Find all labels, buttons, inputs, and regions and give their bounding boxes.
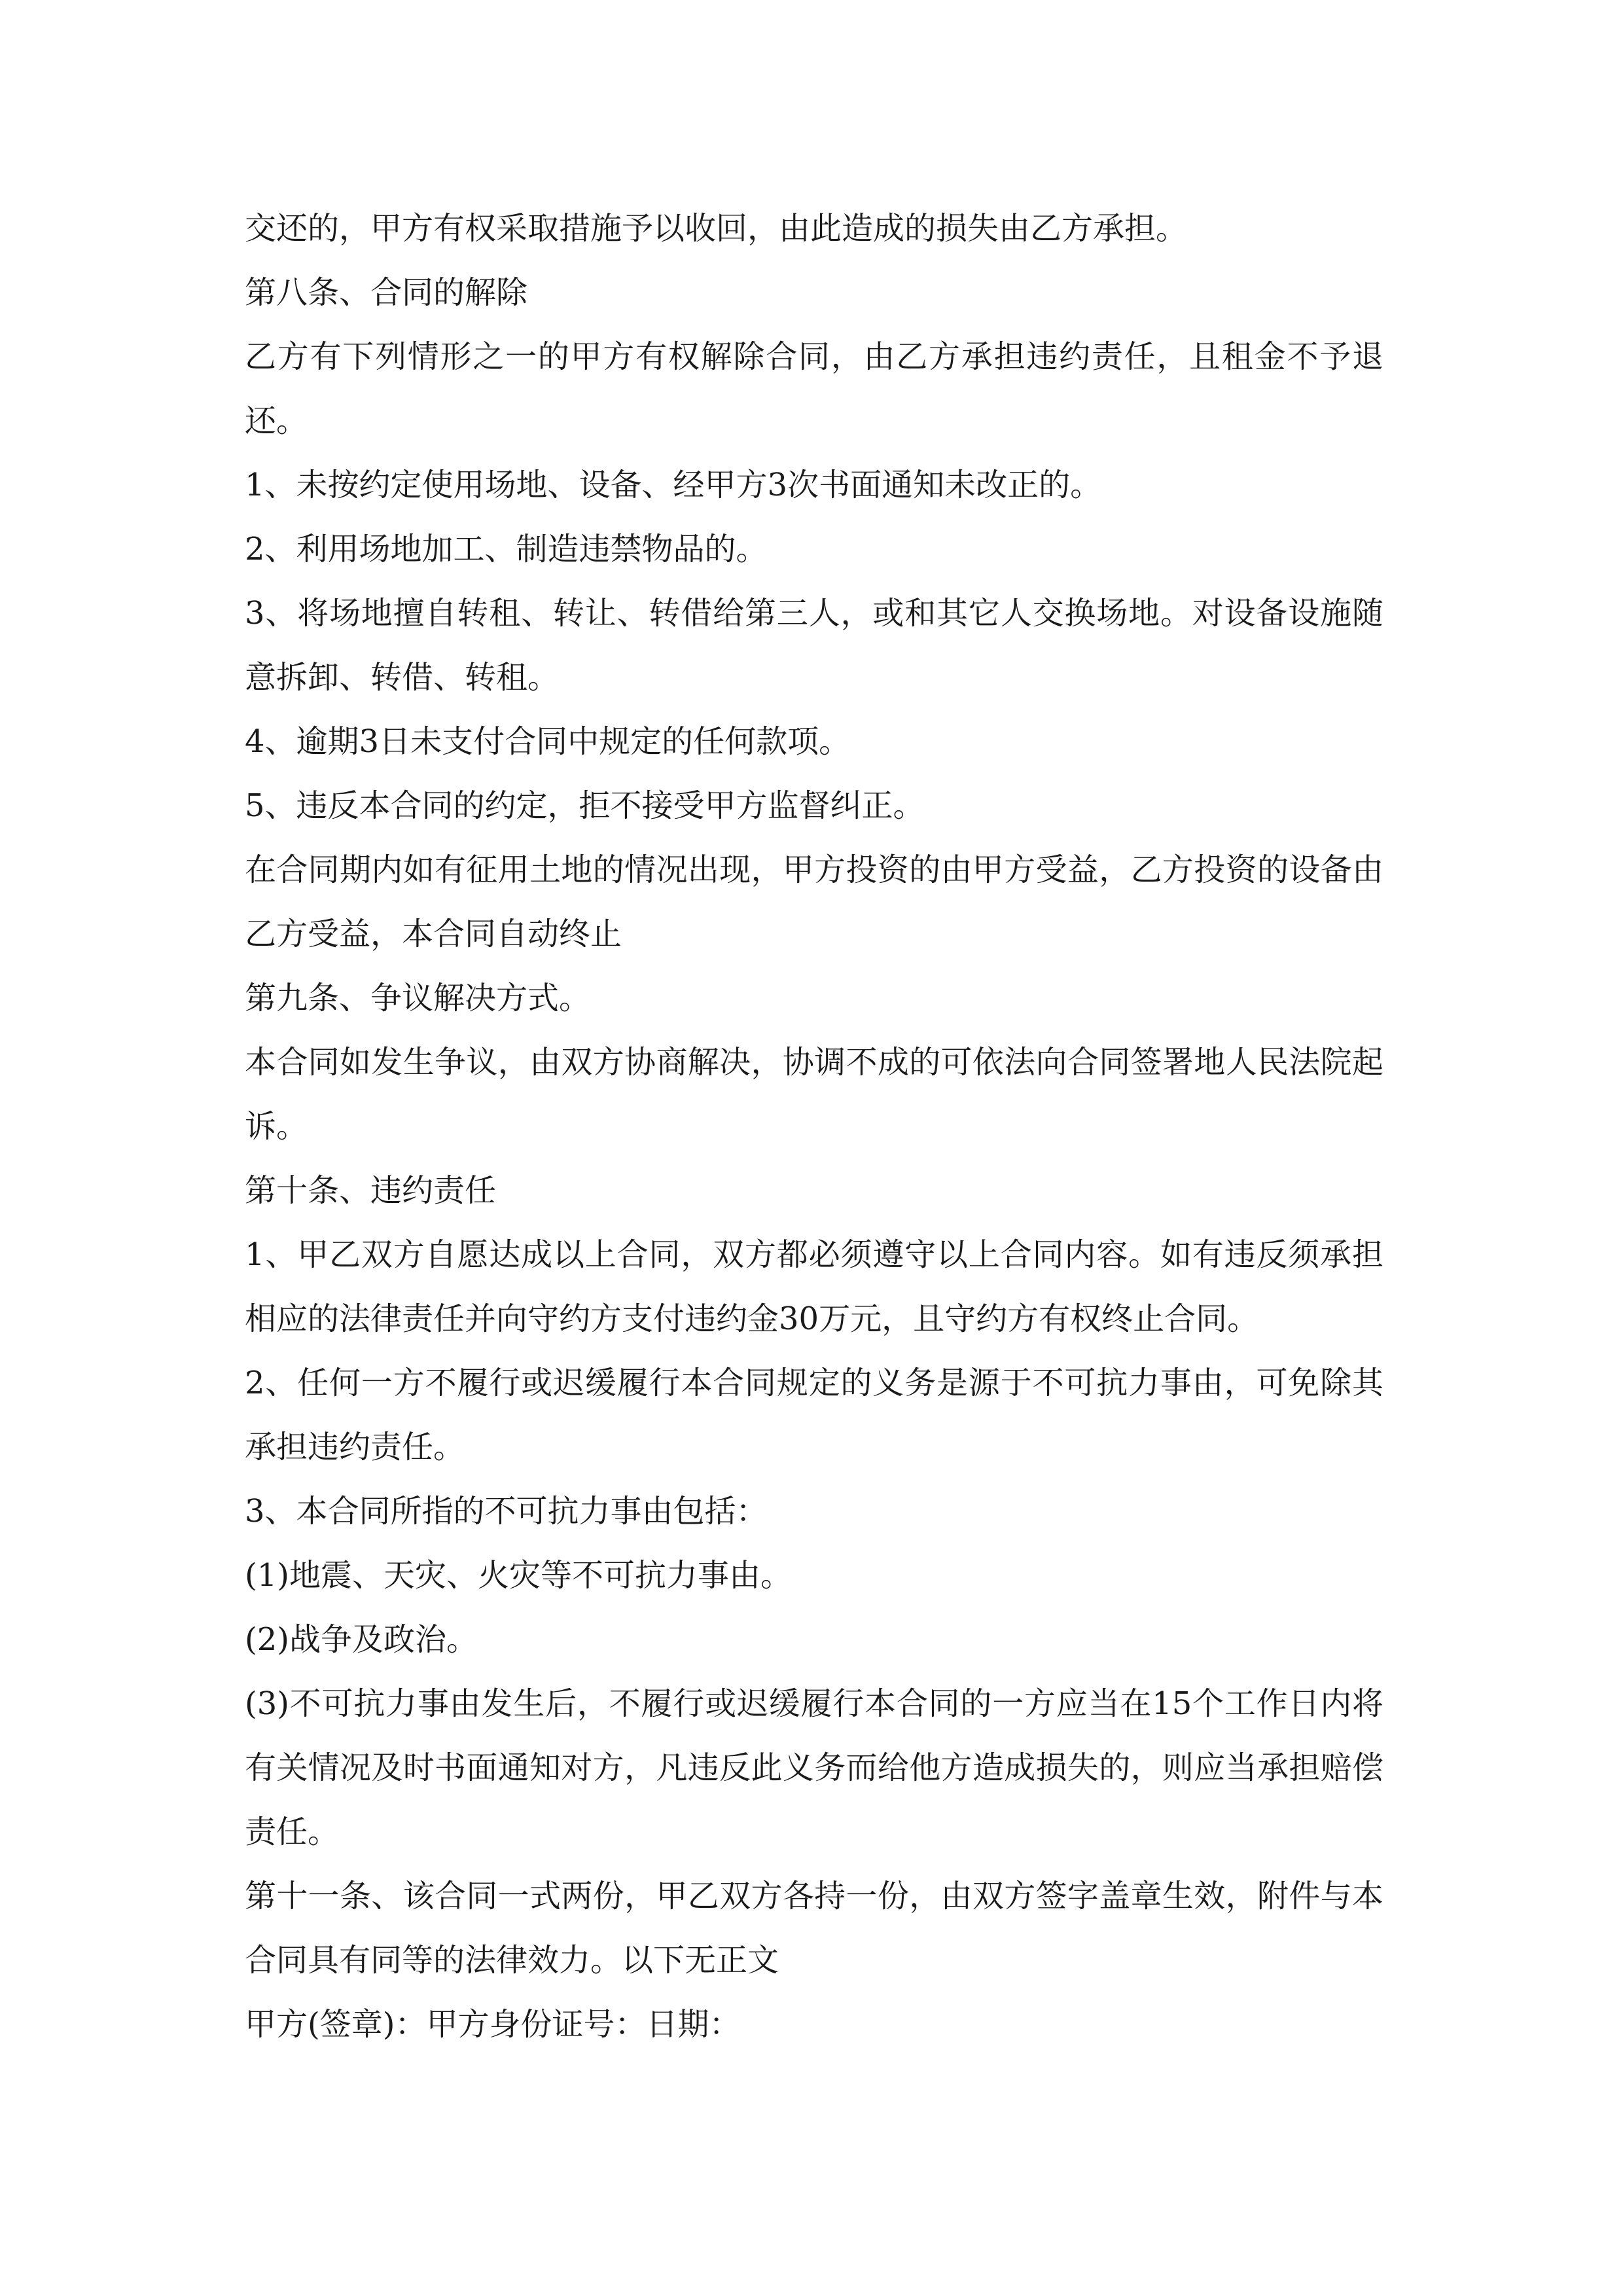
heading-article-9: 第九条、争议解决方式。 (245, 980, 591, 1016)
heading-article-8: 第八条、合同的解除 (245, 274, 528, 311)
list-item-termination-4: 4、逾期3日未支付合同中规定的任何款项。 (245, 723, 851, 760)
list-item-termination-5: 5、违反本合同的约定，拒不接受甲方监督纠正。 (245, 787, 925, 824)
document-body (245, 196, 1383, 2056)
paragraph-termination-intro: 乙方有下列情形之一的甲方有权解除合同，由乙方承担违约责任，且租金不予退还。 (245, 338, 1383, 439)
heading-article-10: 第十条、违约责任 (245, 1172, 497, 1209)
list-item-liability-3: 3、本合同所指的不可抗力事由包括： (245, 1493, 768, 1530)
list-item-liability-1: 1、甲乙双方自愿达成以上合同，双方都必须遵守以上合同内容。如有违反须承担相应的法律责任并向守约方支付违约金30万元，且守约方有权终止合同。 (245, 1236, 1383, 1337)
paragraph-return-clause: 交还的，甲方有权采取措施予以收回，由此造成的损失由乙方承担。 (245, 210, 1188, 247)
signature-line-party-a: 甲方(签章)：甲方身份证号：日期： (245, 2006, 741, 2043)
paragraph-article-11: 第十一条、该合同一式两份，甲乙双方各持一份，由双方签字盖章生效，附件与本合同具有同等的法律效力。以下无正文 (245, 1878, 1383, 1979)
paragraph-dispute-resolution: 本合同如发生争议，由双方协商解决，协调不成的可依法向合同签署地人民法院起诉。 (245, 1044, 1383, 1145)
list-item-termination-1: 1、未按约定使用场地、设备、经甲方3次书面通知未改正的。 (245, 467, 1102, 503)
list-item-termination-2: 2、利用场地加工、制造违禁物品的。 (245, 531, 768, 567)
paragraph-land-requisition: 在合同期内如有征用土地的情况出现，甲方投资的由甲方受益，乙方投资的设备由乙方受益，本合同自动终止 (245, 852, 1383, 952)
list-item-force-majeure-2: (2)战争及政治。 (245, 1621, 478, 1658)
list-item-force-majeure-1: (1)地震、天灾、火灾等不可抗力事由。 (245, 1557, 792, 1594)
list-item-liability-2: 2、任何一方不履行或迟缓履行本合同规定的义务是源于不可抗力事由，可免除其承担违约责任。 (245, 1365, 1383, 1465)
list-item-force-majeure-3: (3)不可抗力事由发生后，不履行或迟缓履行本合同的一方应当在15个工作日内将有关情况及时书面通知对方，凡违反此义务而给他方造成损失的，则应当承担赔偿责任。 (245, 1685, 1383, 1850)
list-item-termination-3: 3、将场地擅自转租、转让、转借给第三人，或和其它人交换场地。对设备设施随意拆卸、转借、转租。 (245, 595, 1383, 696)
